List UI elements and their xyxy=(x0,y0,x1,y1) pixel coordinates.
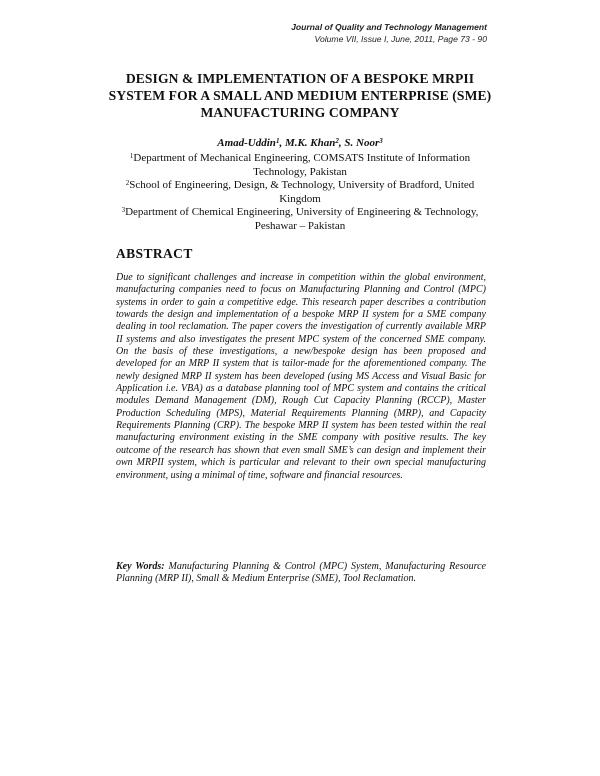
keywords-label: Key Words: xyxy=(116,561,165,572)
affiliation-sup: 1 xyxy=(129,152,134,160)
author-name: Amad-Uddin xyxy=(217,137,276,149)
affiliation-sup: 2 xyxy=(125,179,130,188)
author-list: Amad-Uddin$^1$, M.K. Khan$^2$, S. Noor$^3$ xyxy=(217,137,383,149)
keywords-paragraph xyxy=(116,561,486,586)
journal-name: Journal of Quality and Technology Management xyxy=(291,22,487,32)
author-sup: 1 xyxy=(275,137,280,145)
journal-issue: Volume VII, Issue I, June, 2011, Page 73 - 90 xyxy=(314,34,487,44)
abstract-body: Due to significant challenges and increase in competition within the global environment, manufacturing companies need to focus on Manufacturing Planning and Control (MPC) systems in order to gain a competitive edge. This research paper describes a contribution towards the design and implementation of a bespoke MRP II system for a SME company dealing in tool reclamation. The paper covers the investigation of currently available MRP II systems and also investigates the present MPC system of the concerned SME company. On the basis of these investigations, a new/bespoke design has been proposed and developed for an MRP II system that is tailor-made for the aforementioned company. The newly designed MRP II system has been developed (using MS Access and Visual Basic for Application i.e. VBA) as a database planning tool of MPC system and contains the critical modules Demand Management (DM), Rough Cut Capacity Planning (RCCP), Master Production Scheduling (MPS), Material Requirements Planning (MRP), and Capacity Requirements Planning (CRP). The bespoke MRP II system has been tested within the real manufacturing environment existing in the SME company with positive results. The key outcome of the research has shown that even small SME’s can design and implement their own MRPII system, which is particular and relevant to their own special manufacturing environment, using a minimal of time, software and financial resources. xyxy=(116,272,486,481)
abstract-heading: ABSTRACT xyxy=(116,246,193,261)
affiliation xyxy=(118,179,482,206)
affiliation-text: Department of Chemical Engineering, University of Engineering & Technology, Peshawar – Pakistan xyxy=(125,206,479,232)
keywords-text: Manufacturing Planning & Control (MPC) System, Manufacturing Resource Planning (MRP II), Small & Medium Enterprise (SME), Tool Reclamation. xyxy=(116,561,486,585)
affiliation xyxy=(118,152,482,179)
author-name: S. Noor xyxy=(344,137,380,149)
author-sup: 3 xyxy=(379,137,383,145)
affiliation-text: Department of Mechanical Engineering, COMSATS Institute of Information Technology, Pakistan xyxy=(133,152,471,178)
affiliation-list xyxy=(118,152,482,234)
affiliation xyxy=(118,206,482,233)
journal-header xyxy=(291,21,487,45)
author-sup: 2 xyxy=(335,137,339,145)
author-name: M.K. Khan xyxy=(284,137,336,149)
affiliation-text: School of Engineering, Design, & Technology, University of Bradford, United Kingdom xyxy=(129,179,475,205)
paper-title: DESIGN & IMPLEMENTATION OF A BESPOKE MRPII SYSTEM FOR A SMALL AND MEDIUM ENTERPRISE (SME) MANUFACTURING COMPANY xyxy=(108,71,492,120)
affiliation-sup: 3 xyxy=(121,206,126,215)
